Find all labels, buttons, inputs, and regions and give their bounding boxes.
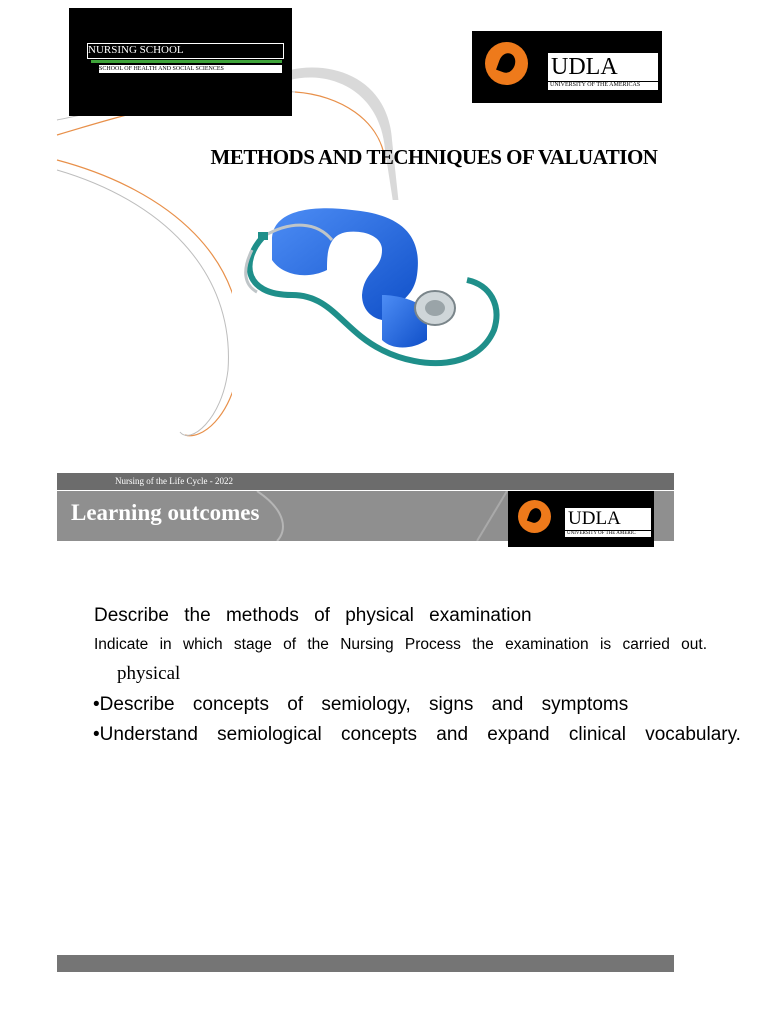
bottom-footer-strip: [57, 955, 674, 972]
logo-accent-bar: [91, 60, 282, 63]
school-subtitle: SCHOOL OF HEALTH AND SOCIAL SCIENCES: [99, 65, 282, 73]
stethoscope-question-mark-icon: [232, 200, 507, 400]
outcome-item: •Describe concepts of semiology, signs and symptoms: [93, 694, 629, 715]
nursing-school-logo: [69, 8, 292, 116]
outcome-item: Describe the methods of physical examination: [94, 605, 532, 626]
outcome-item: •Understand semiological concepts and expand clinical vocabulary.: [93, 724, 741, 745]
udla-logo-small: [508, 491, 654, 547]
udla-emblem-icon: [485, 42, 528, 85]
outcome-item: Indicate in which stage of the Nursing Process the examination is carried out.: [94, 636, 707, 653]
course-footer-text: Nursing of the Life Cycle - 2022: [115, 476, 233, 486]
slide-title: METHODS AND TECHNIQUES OF VALUATION: [210, 145, 658, 169]
section-title: Learning outcomes: [71, 500, 260, 525]
udla-name: UDLA: [551, 54, 618, 80]
top-footer-strip: [57, 473, 674, 490]
udla-emblem-icon: [518, 500, 551, 533]
udla-subtitle: UNIVERSITY OF THE AMERICAS: [550, 82, 641, 88]
udla-name: UDLA: [568, 508, 621, 529]
school-name: NURSING SCHOOL: [87, 43, 284, 59]
outcome-item-continuation: physical: [117, 663, 181, 684]
udla-logo: [472, 31, 662, 103]
udla-subtitle: UNIVERSITY OF THE AMERIC: [567, 531, 636, 536]
